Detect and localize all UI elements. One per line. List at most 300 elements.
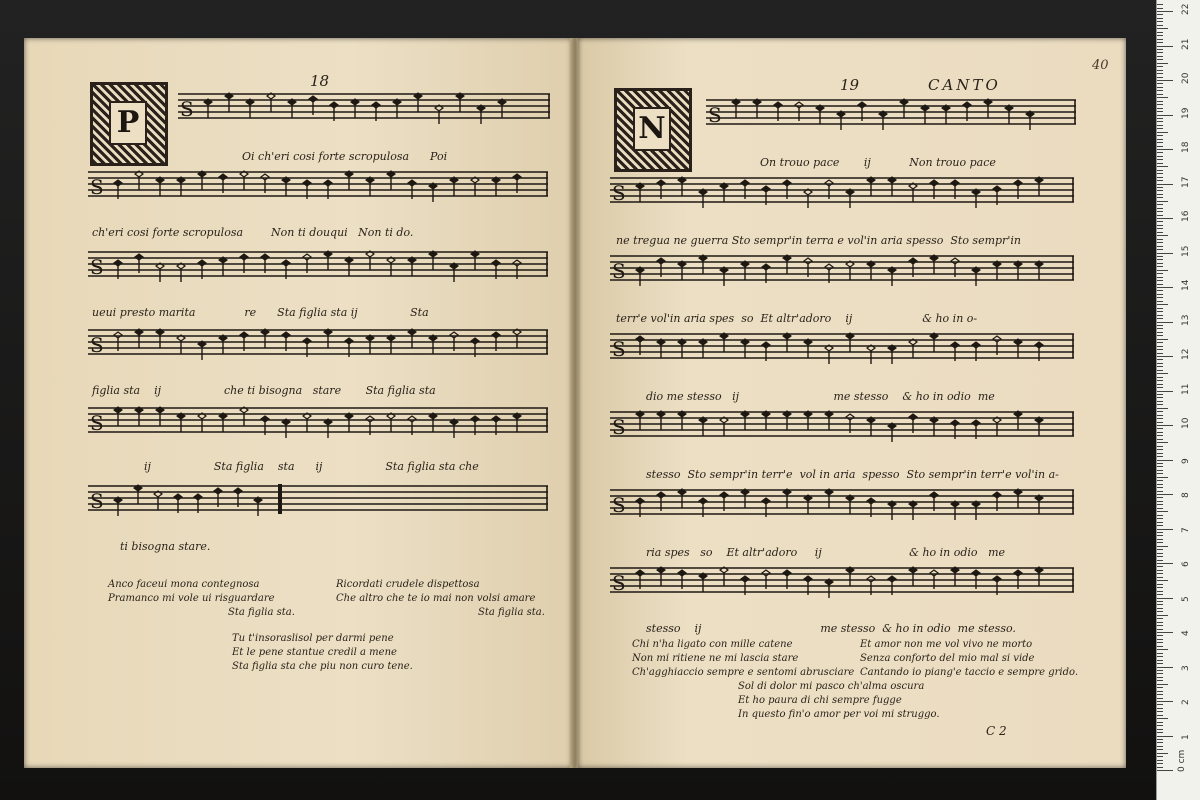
svg-text:S: S (90, 255, 104, 279)
ruler-number: 18 (1181, 141, 1191, 153)
ruler-tick (1157, 504, 1163, 505)
ruler-unit-label: 0 cm (1177, 749, 1187, 772)
ruler-tick (1157, 542, 1163, 543)
ruler-tick (1157, 687, 1163, 688)
ruler-tick (1157, 97, 1168, 98)
poem-stanza-3: Sol di dolor mi pasco ch'alma oscura Et ho paura di chi sempre fugge In questo fin'o amor per voi mi struggo. (738, 681, 940, 720)
ruler-tick (1157, 722, 1163, 723)
ruler-tick (1157, 497, 1163, 498)
ruler-tick (1157, 480, 1163, 481)
svg-text:S: S (612, 337, 626, 361)
ruler-number: 21 (1181, 38, 1191, 50)
music-staff (178, 90, 550, 134)
ruler-tick (1157, 391, 1173, 392)
ruler-tick (1157, 494, 1173, 495)
ruler-tick (1157, 625, 1163, 626)
ruler-tick (1157, 649, 1168, 650)
svg-text:S: S (612, 415, 626, 439)
ruler-number: 19 (1181, 107, 1191, 119)
ruler-tick (1157, 149, 1173, 150)
lyric-line-3: ueui presto marita re Sta figlia sta ij Sta (92, 306, 429, 319)
ruler-number: 10 (1181, 417, 1191, 429)
ruler-number: 7 (1181, 526, 1191, 533)
ruler-tick (1157, 184, 1173, 185)
music-staff (610, 252, 1074, 296)
svg-text:S: S (612, 259, 626, 283)
ruler-tick (1157, 301, 1163, 302)
ruler-tick (1157, 711, 1163, 712)
ruler-tick (1157, 166, 1168, 167)
poem-stanza-3: Tu t'insoraslisol per darmi pene Et le pene stantue credil a mene Sta figlia sta che piu non curo tene. (232, 633, 413, 672)
ruler-tick (1157, 601, 1163, 602)
ruler-tick (1157, 373, 1168, 374)
ruler-tick (1157, 211, 1163, 212)
ruler-tick (1157, 4, 1163, 5)
ruler-tick (1157, 556, 1163, 557)
lyric-line-2: ch'eri cosi forte scropulosa Non ti douqui Non ti do. (92, 226, 414, 239)
ruler-tick (1157, 611, 1163, 612)
ruler-tick (1157, 49, 1163, 50)
signature-mark: C 2 (986, 724, 1007, 738)
svg-text:S: S (180, 97, 194, 121)
ruler-tick (1157, 660, 1163, 661)
ruler-tick (1157, 197, 1163, 198)
ruler-tick (1157, 573, 1163, 574)
lyric-line-1: Oi ch'eri cosi forte scropulosa Poi (242, 150, 448, 163)
ruler-tick (1157, 742, 1163, 743)
ruler-tick (1157, 380, 1163, 381)
ruler-tick (1157, 384, 1163, 385)
ruler-tick (1157, 322, 1173, 323)
ruler-tick (1157, 439, 1163, 440)
ruler-tick (1157, 363, 1163, 364)
right-page (578, 38, 1126, 768)
ruler-tick (1157, 287, 1173, 288)
music-staff (610, 330, 1074, 374)
ruler-number: 13 (1181, 314, 1191, 326)
ruler-tick (1157, 377, 1163, 378)
ruler-number: 5 (1181, 595, 1191, 602)
ruler-tick (1157, 435, 1163, 436)
ruler-tick (1157, 235, 1168, 236)
ruler-tick (1157, 408, 1168, 409)
ruler-tick (1157, 277, 1163, 278)
ruler-tick (1157, 508, 1163, 509)
ruler-tick (1157, 346, 1163, 347)
ruler-tick (1157, 56, 1163, 57)
ruler-tick (1157, 394, 1163, 395)
lyric-line-4: figlia sta ij che ti bisogna stare Sta figlia sta (92, 384, 436, 397)
ruler-tick (1157, 318, 1163, 319)
ruler-tick (1157, 725, 1163, 726)
ruler-tick (1157, 684, 1168, 685)
lyric-line-3: terr'e vol'in aria spes so Et altr'adoro ij & ho in o- (616, 312, 978, 325)
svg-text:S: S (90, 333, 104, 357)
ruler-tick (1157, 453, 1163, 454)
ruler-tick (1157, 80, 1173, 81)
ruler-tick (1157, 484, 1163, 485)
ruler-tick (1157, 449, 1163, 450)
ruler-tick (1157, 70, 1163, 71)
ruler-tick (1157, 432, 1163, 433)
lyric-line-1: On trouo pace ij Non trouo pace (760, 156, 996, 169)
ruler-number: 6 (1181, 561, 1191, 567)
ruler-number: 14 (1181, 279, 1191, 291)
ruler-tick (1157, 66, 1163, 67)
ruler-tick (1157, 618, 1163, 619)
ruler-tick (1157, 332, 1163, 333)
ruler-tick (1157, 115, 1173, 116)
ruler-tick (1157, 456, 1163, 457)
ruler-tick (1157, 463, 1163, 464)
poem-stanza-2: Et amor non me vol vivo ne morto Senza conforto del mio mal si vide Cantando io piang'e taccio e sempre grido. (860, 639, 1079, 678)
ruler-tick (1157, 677, 1163, 678)
ruler-tick (1157, 566, 1163, 567)
ruler-tick (1157, 491, 1163, 492)
lyric-line-6: ria spes so Et altr'adoro ij & ho in odio me (646, 546, 1006, 559)
ruler-tick (1157, 622, 1163, 623)
ruler-tick (1157, 767, 1163, 768)
ruler-tick (1157, 428, 1163, 429)
svg-text:S: S (90, 489, 104, 513)
ruler-tick (1157, 273, 1163, 274)
ruler-number: 8 (1181, 492, 1191, 498)
ruler-tick (1157, 663, 1163, 664)
ruler-tick (1157, 529, 1173, 530)
ruler-tick (1157, 587, 1163, 588)
ruler-tick (1157, 270, 1168, 271)
decorated-initial-p: P (90, 82, 168, 166)
ruler-tick (1157, 328, 1163, 329)
ruler-tick (1157, 715, 1163, 716)
ruler-tick (1157, 532, 1163, 533)
ruler-number: 20 (1181, 72, 1191, 84)
ruler-tick (1157, 59, 1163, 60)
ruler-tick (1157, 404, 1163, 405)
ruler-tick (1157, 304, 1168, 305)
ruler-tick (1157, 135, 1163, 136)
music-staff (88, 248, 548, 292)
ruler-tick (1157, 553, 1163, 554)
ruler-tick (1157, 208, 1163, 209)
ruler-tick (1157, 642, 1163, 643)
ruler-tick (1157, 253, 1173, 254)
ruler-tick (1157, 515, 1163, 516)
ruler-tick (1157, 201, 1168, 202)
ruler-tick (1157, 580, 1168, 581)
ruler-tick (1157, 294, 1163, 295)
ruler-tick (1157, 101, 1163, 102)
ruler-tick (1157, 284, 1163, 285)
ruler-tick (1157, 21, 1163, 22)
ruler-number: 16 (1181, 210, 1191, 222)
music-staff (610, 174, 1074, 218)
ruler-tick (1157, 387, 1163, 388)
ruler-tick (1157, 739, 1163, 740)
ruler-number: 4 (1181, 630, 1191, 636)
ruler-number: 3 (1181, 664, 1191, 671)
svg-text:S: S (612, 493, 626, 517)
ruler-tick (1157, 577, 1163, 578)
ruler-tick (1157, 770, 1173, 771)
lyric-line-6: ti bisogna stare. (120, 540, 211, 553)
ruler-tick (1157, 249, 1163, 250)
ruler-tick (1157, 180, 1163, 181)
music-staff (610, 486, 1074, 530)
ruler-tick (1157, 111, 1163, 112)
ruler-tick (1157, 629, 1163, 630)
ruler-number: 15 (1181, 245, 1191, 257)
ruler-tick (1157, 522, 1163, 523)
ruler-tick (1157, 753, 1168, 754)
ruler-number: 11 (1181, 383, 1191, 395)
lyric-line-4: dio me stesso ij me stesso & ho in odio me (646, 390, 995, 403)
ruler-tick (1157, 632, 1173, 633)
svg-text:S: S (612, 181, 626, 205)
ruler-tick (1157, 246, 1163, 247)
ruler-number: 17 (1181, 176, 1191, 188)
ruler-tick (1157, 128, 1163, 129)
ruler-number: 12 (1181, 348, 1191, 360)
ruler-tick (1157, 32, 1163, 33)
ruler-tick (1157, 639, 1163, 640)
ruler-tick (1157, 746, 1163, 747)
ruler-tick (1157, 549, 1163, 550)
ruler-tick (1157, 311, 1163, 312)
ruler-tick (1157, 418, 1163, 419)
lyric-line-5: stesso Sto sempr'in terr'e vol in aria spesso Sto sempr'in terr'e vol'in a- (646, 468, 1059, 481)
ruler-tick (1157, 39, 1163, 40)
poem-stanza-1: Chi n'ha ligato con mille catene Non mi ritiene ne mi lascia stare Ch'agghiaccio sempre e sentomi abrusciare (632, 639, 855, 678)
ruler-tick (1157, 315, 1163, 316)
ruler-tick (1157, 187, 1163, 188)
ruler-tick (1157, 8, 1163, 9)
ruler-tick (1157, 446, 1163, 447)
ruler-number: 9 (1181, 457, 1191, 464)
ruler-tick (1157, 349, 1163, 350)
ruler-tick (1157, 691, 1163, 692)
ruler-tick (1157, 170, 1163, 171)
left-page-number: 18 (310, 72, 330, 90)
ruler-tick (1157, 563, 1173, 564)
ruler-tick (1157, 546, 1168, 547)
ruler-tick (1157, 335, 1163, 336)
right-page-number: 19 (840, 76, 860, 94)
ruler-tick (1157, 266, 1163, 267)
ruler-tick (1157, 11, 1173, 12)
ruler-tick (1157, 218, 1173, 219)
ruler-number: 22 (1181, 3, 1191, 15)
ruler-tick (1157, 259, 1163, 260)
svg-text:S: S (708, 103, 722, 127)
ruler-tick (1157, 442, 1168, 443)
ruler-tick (1157, 221, 1163, 222)
left-page (24, 38, 572, 768)
lyric-line-7: stesso ij me stesso & ho in odio me stesso. (646, 622, 1016, 635)
ruler-tick (1157, 339, 1168, 340)
ruler-tick (1157, 35, 1163, 36)
ruler-tick (1157, 146, 1163, 147)
measuring-ruler (1156, 0, 1200, 800)
ruler-tick (1157, 401, 1163, 402)
ruler-tick (1157, 152, 1163, 153)
music-staff (88, 404, 548, 448)
ruler-tick (1157, 190, 1163, 191)
ruler-tick (1157, 584, 1163, 585)
ruler-tick (1157, 670, 1163, 671)
ruler-tick (1157, 132, 1168, 133)
ruler-tick (1157, 108, 1163, 109)
ruler-tick (1157, 118, 1163, 119)
ruler-tick (1157, 159, 1163, 160)
ruler-tick (1157, 667, 1173, 668)
ruler-tick (1157, 598, 1173, 599)
ruler-tick (1157, 90, 1163, 91)
ruler-tick (1157, 615, 1168, 616)
svg-text:S: S (90, 175, 104, 199)
ruler-tick (1157, 501, 1163, 502)
ruler-tick (1157, 604, 1163, 605)
ruler-tick (1157, 415, 1163, 416)
ruler-tick (1157, 297, 1163, 298)
ruler-tick (1157, 397, 1163, 398)
ruler-tick (1157, 425, 1173, 426)
ruler-tick (1157, 177, 1163, 178)
ruler-tick (1157, 535, 1163, 536)
ruler-tick (1157, 411, 1163, 412)
ruler-tick (1157, 698, 1163, 699)
ruler-tick (1157, 52, 1163, 53)
ruler-tick (1157, 325, 1163, 326)
ruler-tick (1157, 680, 1163, 681)
ruler-tick (1157, 673, 1163, 674)
ruler-tick (1157, 525, 1163, 526)
ruler-tick (1157, 342, 1163, 343)
ruler-tick (1157, 104, 1163, 105)
ruler-tick (1157, 353, 1163, 354)
ruler-tick (1157, 729, 1163, 730)
ruler-tick (1157, 242, 1163, 243)
ruler-tick (1157, 94, 1163, 95)
ruler-tick (1157, 225, 1163, 226)
ruler-tick (1157, 204, 1163, 205)
ruler-tick (1157, 473, 1163, 474)
ruler-tick (1157, 263, 1163, 264)
ruler-tick (1157, 718, 1168, 719)
ruler-tick (1157, 25, 1163, 26)
ruler-tick (1157, 539, 1163, 540)
ruler-tick (1157, 477, 1168, 478)
music-staff (610, 408, 1074, 452)
ruler-tick (1157, 18, 1163, 19)
music-staff (88, 326, 548, 370)
ruler-tick (1157, 142, 1163, 143)
poem-stanza-1: Anco faceui mona contegnosa Pramanco mi vole ui risguardare Sta figlia sta. (108, 579, 295, 618)
ruler-tick (1157, 736, 1173, 737)
ruler-tick (1157, 366, 1163, 367)
ruler-tick (1157, 359, 1163, 360)
ruler-tick (1157, 511, 1168, 512)
ruler-tick (1157, 701, 1173, 702)
svg-text:S: S (90, 411, 104, 435)
ruler-tick (1157, 708, 1163, 709)
ruler-tick (1157, 163, 1163, 164)
ruler-tick (1157, 228, 1163, 229)
music-staff (706, 96, 1076, 140)
ruler-tick (1157, 73, 1163, 74)
ruler-tick (1157, 732, 1163, 733)
ruler-tick (1157, 121, 1163, 122)
ruler-tick (1157, 232, 1163, 233)
ruler-tick (1157, 63, 1168, 64)
music-staff (88, 168, 548, 212)
ruler-tick (1157, 635, 1163, 636)
ruler-tick (1157, 749, 1163, 750)
ruler-tick (1157, 608, 1163, 609)
ruler-tick (1157, 487, 1163, 488)
ruler-tick (1157, 560, 1163, 561)
ruler-tick (1157, 653, 1163, 654)
ruler-tick (1157, 591, 1163, 592)
ruler-tick (1157, 656, 1163, 657)
ruler-tick (1157, 156, 1163, 157)
ruler-tick (1157, 139, 1163, 140)
ruler-tick (1157, 422, 1163, 423)
ruler-tick (1157, 125, 1163, 126)
ruler-tick (1157, 28, 1168, 29)
ruler-tick (1157, 280, 1163, 281)
ruler-tick (1157, 215, 1163, 216)
lyric-line-5: ij Sta figlia sta ij Sta figlia sta che (144, 460, 479, 473)
ruler-tick (1157, 594, 1163, 595)
ruler-tick (1157, 194, 1163, 195)
handwritten-folio: 40 (1092, 58, 1109, 73)
ruler-tick (1157, 763, 1163, 764)
ruler-tick (1157, 42, 1163, 43)
ruler-tick (1157, 308, 1163, 309)
ruler-number: 1 (1181, 733, 1191, 740)
svg-text:S: S (612, 571, 626, 595)
ruler-tick (1157, 356, 1173, 357)
ruler-tick (1157, 760, 1163, 761)
ruler-tick (1157, 46, 1173, 47)
ruler-tick (1157, 14, 1163, 15)
ruler-tick (1157, 570, 1163, 571)
ruler-tick (1157, 173, 1163, 174)
ruler-tick (1157, 239, 1163, 240)
ruler-tick (1157, 470, 1163, 471)
lyric-line-2: ne tregua ne guerra Sto sempr'in terra e vol'in aria spesso Sto sempr'in (616, 234, 1021, 247)
music-staff (88, 482, 548, 526)
decorated-initial-n: N (614, 88, 692, 172)
ruler-tick (1157, 290, 1163, 291)
ruler-tick (1157, 704, 1163, 705)
ruler-number: 2 (1181, 699, 1191, 705)
ruler-tick (1157, 83, 1163, 84)
ruler-tick (1157, 87, 1163, 88)
ruler-tick (1157, 694, 1163, 695)
ruler-tick (1157, 756, 1163, 757)
ruler-tick (1157, 518, 1163, 519)
ruler-tick (1157, 256, 1163, 257)
ruler-tick (1157, 370, 1163, 371)
ruler-tick (1157, 466, 1163, 467)
voice-header: CANTO (928, 76, 1001, 94)
ruler-tick (1157, 77, 1163, 78)
ruler-tick (1157, 460, 1173, 461)
ruler-tick (1157, 646, 1163, 647)
poem-stanza-2: Ricordati crudele dispettosa Che altro che te io mai non volsi amare Sta figlia sta. (336, 579, 545, 618)
